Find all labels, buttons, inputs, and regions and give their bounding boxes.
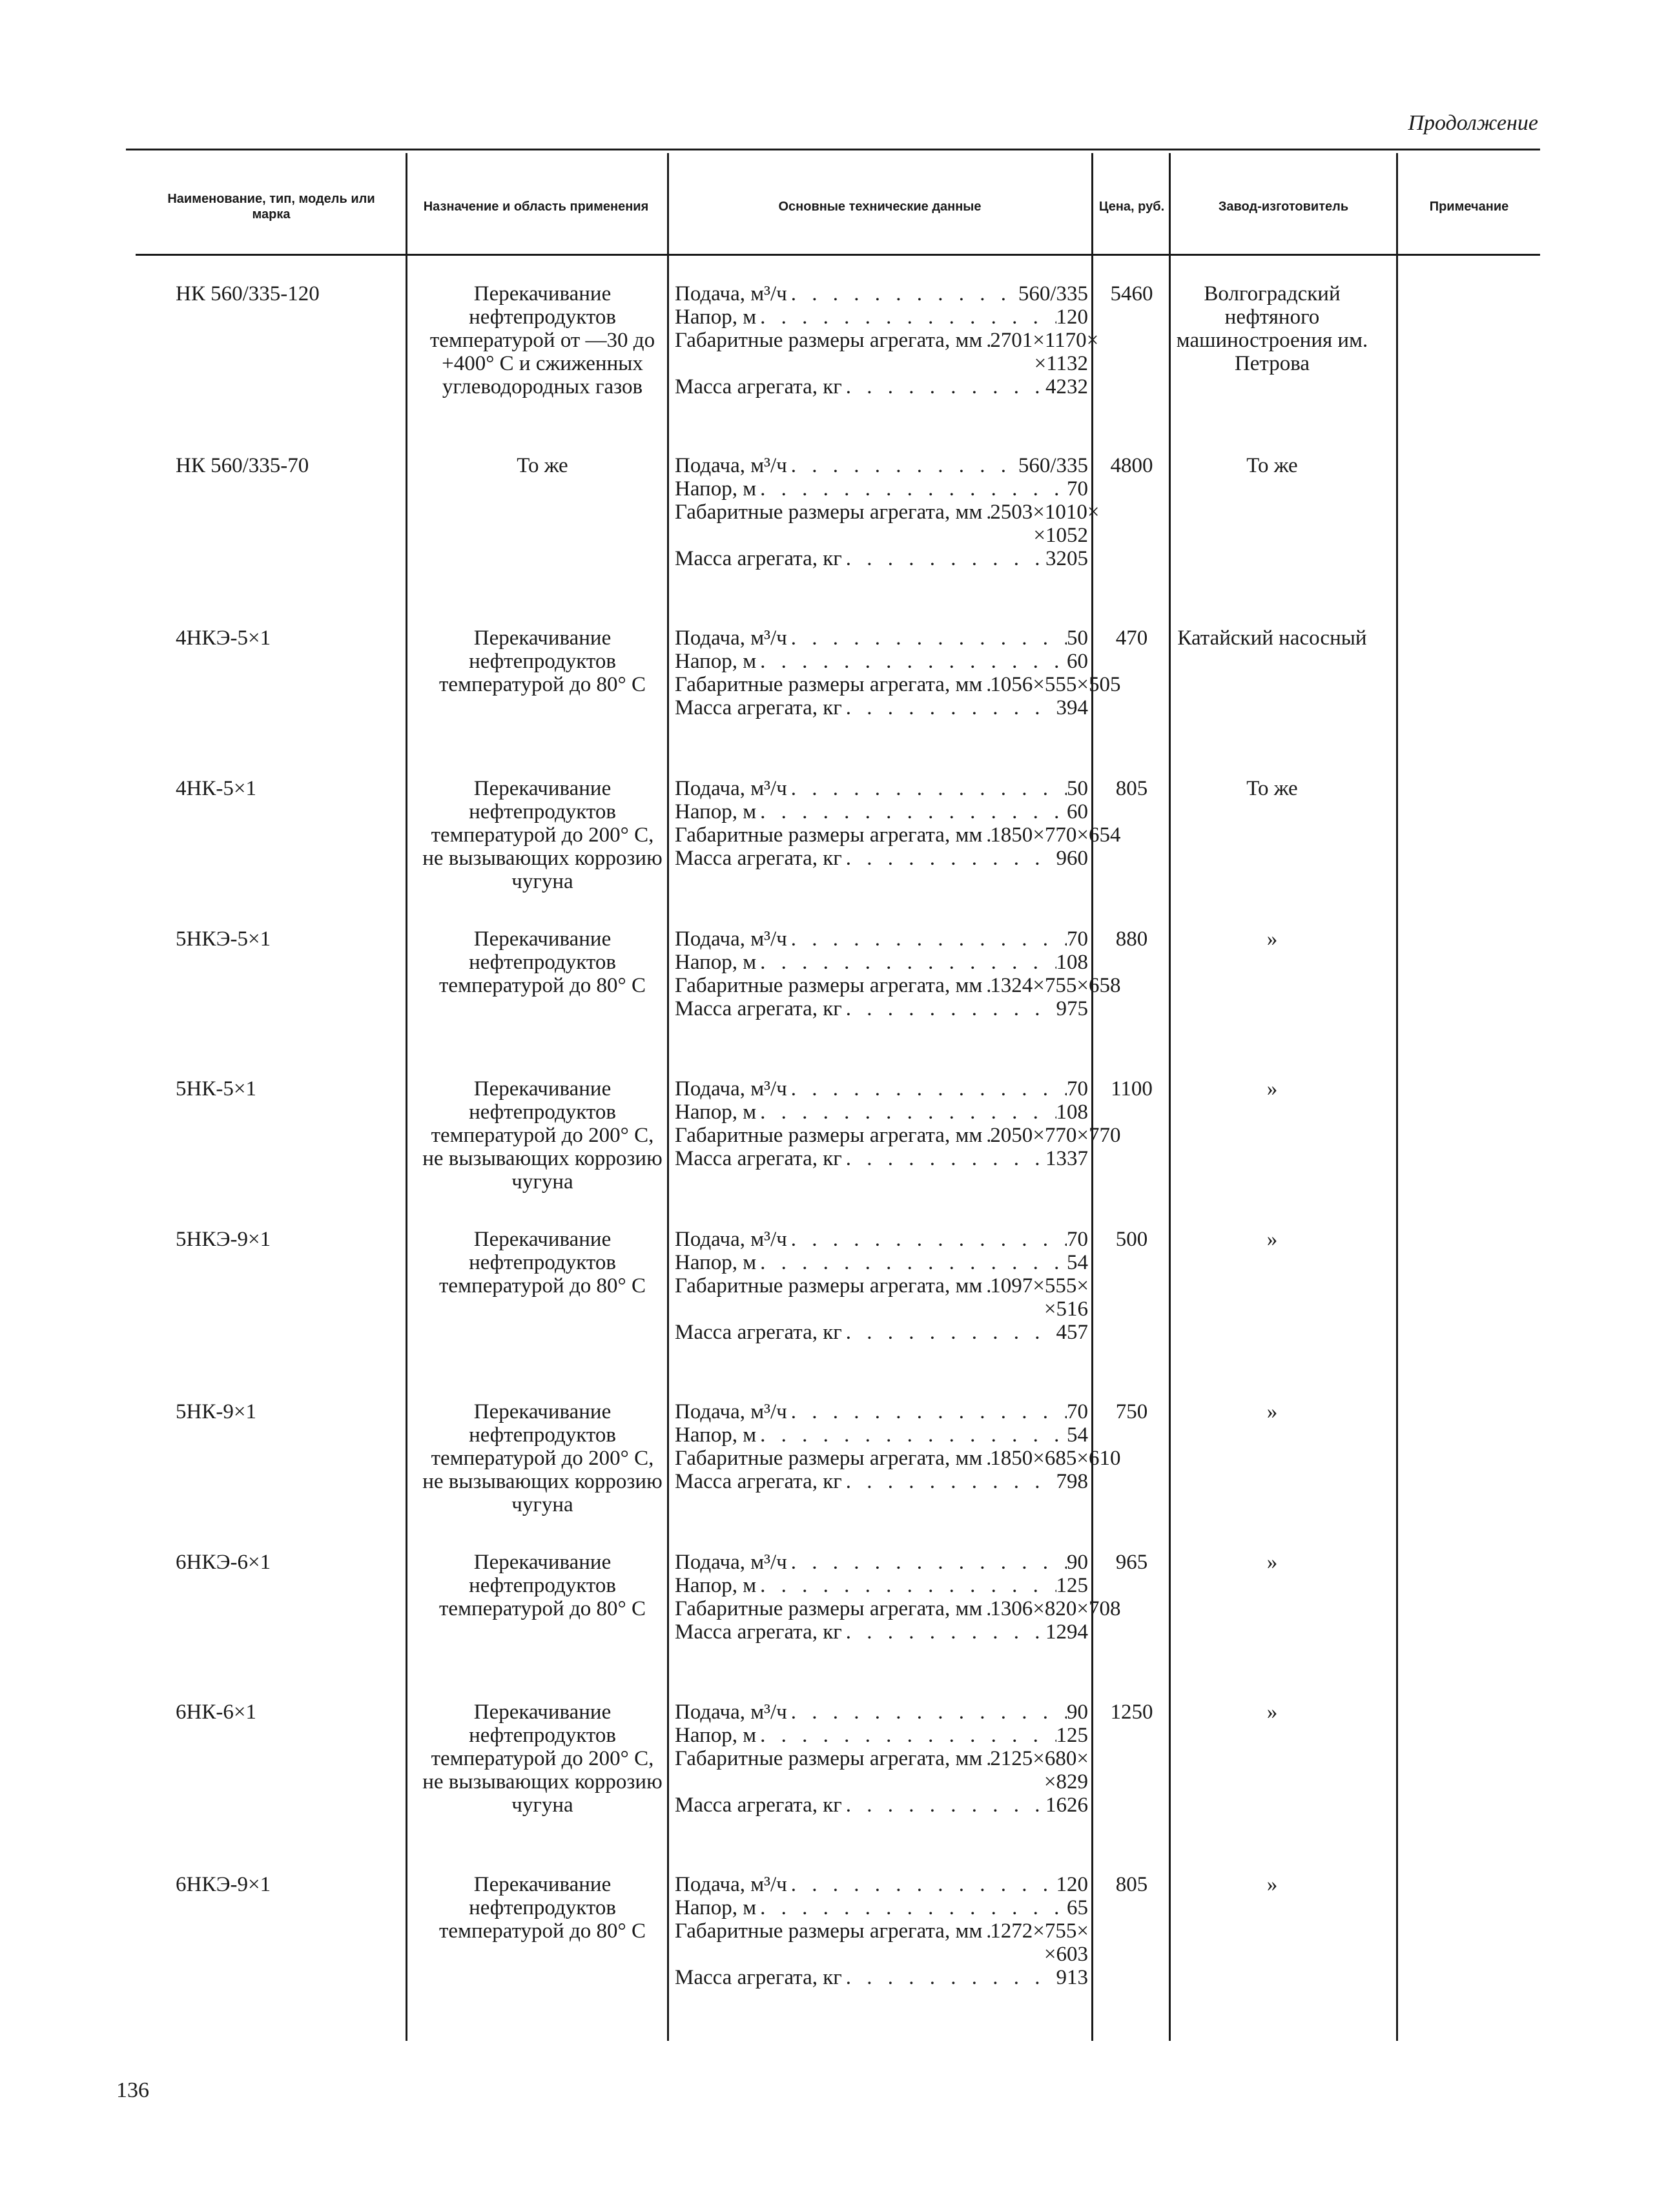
spec-value: 1097×555× <box>990 1274 1089 1297</box>
pump-specs <box>675 1551 1121 1644</box>
pump-purpose: Перекачивание нефтепродуктов температурой до 200° С, не вызывающих коррозию чугуна <box>422 777 663 893</box>
spec-line <box>675 673 1121 696</box>
spec-line <box>675 305 1088 329</box>
spec-value: 125 <box>1056 1724 1088 1747</box>
spec-value: 50 <box>1067 777 1088 800</box>
leader-dots <box>756 951 1056 974</box>
spec-value: 90 <box>1067 1700 1088 1724</box>
spec-value: 2050×770×770 <box>990 1124 1121 1147</box>
spec-value: 60 <box>1067 650 1088 673</box>
spec-line <box>675 1943 1088 1966</box>
spec-value: 1337 <box>1045 1147 1088 1170</box>
spec-value-continuation: ×829 <box>1044 1770 1088 1793</box>
pump-maker: » <box>1266 1551 1278 1574</box>
leader-dots <box>982 1919 990 1943</box>
spec-label: Масса агрегата, кг <box>675 997 842 1020</box>
leader-dots <box>982 974 990 997</box>
spec-label: Напор, м <box>675 305 757 329</box>
spec-label: Напор, м <box>675 951 757 974</box>
spec-value: 70 <box>1067 1400 1088 1423</box>
leader-dots <box>842 1147 1045 1170</box>
spec-value: 560/335 <box>1018 282 1088 305</box>
spec-label: Габаритные размеры агрегата, мм <box>675 823 983 847</box>
spec-value: 4232 <box>1045 375 1088 398</box>
leader-dots <box>756 1251 1067 1274</box>
spec-line <box>675 823 1121 847</box>
spec-value: 60 <box>1067 800 1088 823</box>
leader-dots <box>842 997 1056 1020</box>
pump-maker: » <box>1266 1228 1278 1251</box>
spec-value: 1294 <box>1045 1620 1088 1644</box>
spec-line <box>675 547 1088 570</box>
spec-line <box>675 454 1088 477</box>
spec-label: Габаритные размеры агрегата, мм <box>675 1274 983 1297</box>
spec-value: 2503×1010× <box>990 501 1100 524</box>
spec-value: 2125×680× <box>990 1747 1089 1770</box>
leader-dots <box>787 1700 1067 1724</box>
spec-line <box>675 477 1088 501</box>
pump-specs <box>675 626 1121 719</box>
leader-dots <box>756 305 1056 329</box>
leader-dots <box>982 1124 990 1147</box>
spec-value: 90 <box>1067 1551 1088 1574</box>
leader-dots <box>756 1574 1056 1597</box>
spec-label: Масса агрегата, кг <box>675 1321 842 1344</box>
pump-model: 5НКЭ-5×1 <box>176 927 271 951</box>
pump-specs <box>675 927 1121 1020</box>
spec-line <box>675 927 1088 951</box>
pump-model: 6НК-6×1 <box>176 1700 256 1724</box>
pump-model: 5НК-9×1 <box>176 1400 256 1423</box>
leader-dots <box>787 1873 1056 1896</box>
leader-dots <box>756 1423 1067 1447</box>
spec-line <box>675 1274 1088 1297</box>
leader-dots <box>842 696 1056 719</box>
spec-label: Подача, м³/ч <box>675 927 787 951</box>
pump-specs <box>675 1700 1088 1817</box>
spec-line <box>675 1919 1088 1943</box>
pump-purpose: Перекачивание нефтепродуктов температурой от —30 до +400° С и сжиженных углеводородных газов <box>429 282 655 398</box>
spec-line <box>675 1620 1088 1644</box>
spec-label: Подача, м³/ч <box>675 1700 787 1724</box>
spec-label: Напор, м <box>675 1896 757 1919</box>
pump-purpose: Перекачивание нефтепродуктов температурой до 80° С <box>439 1551 646 1620</box>
spec-label: Напор, м <box>675 477 757 501</box>
leader-dots <box>756 800 1067 823</box>
spec-line <box>675 1724 1088 1747</box>
spec-label: Габаритные размеры агрегата, мм <box>675 501 983 524</box>
spec-line <box>675 997 1088 1020</box>
pump-price: 965 <box>1115 1551 1148 1574</box>
spec-value: 1850×685×610 <box>990 1447 1121 1470</box>
spec-label: Подача, м³/ч <box>675 1551 787 1574</box>
spec-value: 70 <box>1067 1077 1088 1101</box>
pump-model: НК 560/335-70 <box>176 454 309 477</box>
spec-line <box>675 1077 1088 1101</box>
pump-maker: » <box>1266 927 1278 951</box>
leader-dots <box>982 823 990 847</box>
pump-price: 470 <box>1115 626 1148 650</box>
spec-line <box>675 847 1088 870</box>
spec-value: 1626 <box>1045 1793 1088 1817</box>
spec-label: Подача, м³/ч <box>675 1873 787 1896</box>
pump-purpose: Перекачивание нефтепродуктов температурой до 200° С, не вызывающих коррозию чугуна <box>422 1400 663 1516</box>
spec-label: Габаритные размеры агрегата, мм <box>675 1747 983 1770</box>
spec-line <box>675 1228 1088 1251</box>
spec-line <box>675 352 1088 375</box>
header-specs-col: Основные технические данные <box>778 200 982 214</box>
leader-dots <box>982 673 990 696</box>
pump-price: 1100 <box>1111 1077 1153 1101</box>
leader-dots <box>842 547 1045 570</box>
leader-dots <box>842 847 1056 870</box>
leader-dots <box>787 1551 1067 1574</box>
pump-purpose: Перекачивание нефтепродуктов температурой до 80° С <box>439 927 646 997</box>
leader-dots <box>787 1400 1067 1423</box>
spec-value: 70 <box>1067 1228 1088 1251</box>
leader-dots <box>756 1101 1056 1124</box>
spec-value: 975 <box>1056 997 1088 1020</box>
leader-dots <box>982 501 990 524</box>
spec-line <box>675 1966 1088 1989</box>
spec-value: 50 <box>1067 626 1088 650</box>
spec-label: Масса агрегата, кг <box>675 1793 842 1817</box>
spec-line <box>675 777 1088 800</box>
header-note-col: Примечание <box>1429 200 1509 214</box>
spec-line <box>675 1297 1088 1321</box>
leader-dots <box>787 1077 1067 1101</box>
spec-value: 913 <box>1056 1966 1088 1989</box>
spec-line <box>675 626 1088 650</box>
spec-label: Подача, м³/ч <box>675 626 787 650</box>
spec-value: 65 <box>1067 1896 1088 1919</box>
pump-purpose: Перекачивание нефтепродуктов температурой до 200° С, не вызывающих коррозию чугуна <box>422 1700 663 1817</box>
spec-line <box>675 650 1088 673</box>
spec-value: 1850×770×654 <box>990 823 1121 847</box>
spec-value-continuation: ×603 <box>1044 1943 1088 1966</box>
header-name-col: Наименование, тип, модель или марка <box>167 192 375 222</box>
spec-line <box>675 1793 1088 1817</box>
spec-line <box>675 1101 1088 1124</box>
spec-value: 70 <box>1067 477 1088 501</box>
spec-label: Подача, м³/ч <box>675 1400 787 1423</box>
pump-price: 805 <box>1115 777 1148 800</box>
pump-model: 4НКЭ-5×1 <box>176 626 271 650</box>
spec-line <box>675 524 1088 547</box>
spec-line <box>675 1124 1121 1147</box>
spec-line <box>675 1597 1121 1620</box>
leader-dots <box>982 1597 990 1620</box>
spec-line <box>675 1321 1088 1344</box>
spec-label: Напор, м <box>675 1724 757 1747</box>
spec-line <box>675 1747 1088 1770</box>
leader-dots <box>756 1724 1056 1747</box>
header-maker-col: Завод-изготовитель <box>1218 200 1349 214</box>
pump-maker: » <box>1266 1400 1278 1423</box>
spec-line <box>675 1423 1088 1447</box>
spec-label: Габаритные размеры агрегата, мм <box>675 329 983 352</box>
spec-value: 560/335 <box>1018 454 1088 477</box>
spec-line <box>675 1873 1088 1896</box>
spec-line <box>675 1896 1088 1919</box>
spec-value: 2701×1170× <box>990 329 1099 352</box>
spec-line <box>675 974 1121 997</box>
spec-line <box>675 1574 1088 1597</box>
spec-value: 798 <box>1056 1470 1088 1493</box>
spec-label: Напор, м <box>675 1101 757 1124</box>
spec-value: 120 <box>1056 1873 1088 1896</box>
spec-label: Масса агрегата, кг <box>675 1470 842 1493</box>
header-purpose-col: Назначение и область применения <box>423 200 649 214</box>
pump-purpose: Перекачивание нефтепродуктов температурой до 80° С <box>439 626 646 696</box>
pump-specs <box>675 1228 1088 1344</box>
spec-label: Подача, м³/ч <box>675 282 787 305</box>
spec-value: 1306×820×708 <box>990 1597 1121 1620</box>
spec-label: Габаритные размеры агрегата, мм <box>675 1124 983 1147</box>
spec-value: 70 <box>1067 927 1088 951</box>
leader-dots <box>787 454 1018 477</box>
leader-dots <box>842 1321 1056 1344</box>
spec-value: 3205 <box>1045 547 1088 570</box>
spec-label: Габаритные размеры агрегата, мм <box>675 974 983 997</box>
leader-dots <box>982 1447 990 1470</box>
spec-line <box>675 951 1088 974</box>
pump-model: НК 560/335-120 <box>176 282 320 305</box>
spec-value: 457 <box>1056 1321 1088 1344</box>
pump-maker: То же <box>1246 454 1298 477</box>
spec-line <box>675 1400 1088 1423</box>
pump-maker: Катайский насосный <box>1177 626 1367 650</box>
continuation-label: Продолжение <box>1408 111 1538 135</box>
pump-price: 750 <box>1115 1400 1148 1423</box>
pump-specs <box>675 777 1121 870</box>
spec-label: Масса агрегата, кг <box>675 1147 842 1170</box>
pump-price: 805 <box>1115 1873 1148 1896</box>
spec-value-continuation: ×1052 <box>1033 524 1088 547</box>
leader-dots <box>787 777 1067 800</box>
spec-line <box>675 501 1100 524</box>
spec-label: Подача, м³/ч <box>675 1228 787 1251</box>
spec-label: Масса агрегата, кг <box>675 375 842 398</box>
pump-maker: » <box>1266 1873 1278 1896</box>
spec-line <box>675 1700 1088 1724</box>
leader-dots <box>842 1470 1056 1493</box>
spec-value: 108 <box>1056 951 1088 974</box>
spec-line <box>675 800 1088 823</box>
spec-label: Напор, м <box>675 1574 757 1597</box>
spec-value: 108 <box>1056 1101 1088 1124</box>
spec-line <box>675 696 1088 719</box>
pump-purpose: То же <box>517 454 568 477</box>
spec-value: 120 <box>1056 305 1088 329</box>
spec-value: 1056×555×505 <box>990 673 1121 696</box>
leader-dots <box>842 375 1045 398</box>
pump-model: 5НК-5×1 <box>176 1077 256 1101</box>
spec-value-continuation: ×1132 <box>1034 352 1088 375</box>
spec-label: Подача, м³/ч <box>675 777 787 800</box>
page-number: 136 <box>116 2078 149 2102</box>
spec-label: Напор, м <box>675 1423 757 1447</box>
leader-dots <box>842 1620 1045 1644</box>
pump-maker: То же <box>1246 777 1298 800</box>
spec-label: Подача, м³/ч <box>675 1077 787 1101</box>
pump-specs <box>675 1077 1121 1170</box>
leader-dots <box>982 1747 990 1770</box>
pump-specs <box>675 282 1099 398</box>
pump-price: 1250 <box>1110 1700 1153 1724</box>
pump-specs <box>675 1873 1088 1989</box>
leader-dots <box>787 927 1067 951</box>
pump-maker: » <box>1266 1700 1278 1724</box>
spec-value: 960 <box>1056 847 1088 870</box>
pump-specs <box>675 454 1100 570</box>
spec-label: Напор, м <box>675 1251 757 1274</box>
leader-dots <box>756 650 1067 673</box>
spec-value: 125 <box>1056 1574 1088 1597</box>
pump-price: 880 <box>1115 927 1148 951</box>
spec-label: Масса агрегата, кг <box>675 547 842 570</box>
spec-label: Габаритные размеры агрегата, мм <box>675 1597 983 1620</box>
spec-value: 54 <box>1067 1251 1088 1274</box>
pump-model: 5НКЭ-9×1 <box>176 1228 271 1251</box>
spec-label: Подача, м³/ч <box>675 454 787 477</box>
spec-label: Габаритные размеры агрегата, мм <box>675 1447 983 1470</box>
leader-dots <box>787 282 1018 305</box>
leader-dots <box>842 1966 1056 1989</box>
pump-price: 500 <box>1115 1228 1148 1251</box>
spec-label: Габаритные размеры агрегата, мм <box>675 1919 983 1943</box>
pump-maker: Волгоградский нефтяного машиностроения им. Петрова <box>1176 282 1368 375</box>
pump-specs <box>675 1400 1121 1493</box>
leader-dots <box>787 1228 1067 1251</box>
spec-line <box>675 282 1088 305</box>
spec-line <box>675 1251 1088 1274</box>
spec-label: Напор, м <box>675 800 757 823</box>
spec-value: 394 <box>1056 696 1088 719</box>
spec-line <box>675 1770 1088 1793</box>
pump-model: 6НКЭ-9×1 <box>176 1873 271 1896</box>
spec-line <box>675 1447 1121 1470</box>
spec-value: 54 <box>1067 1423 1088 1447</box>
spec-value-continuation: ×516 <box>1044 1297 1088 1321</box>
spec-label: Масса агрегата, кг <box>675 1620 842 1644</box>
spec-label: Габаритные размеры агрегата, мм <box>675 673 983 696</box>
spec-value: 1272×755× <box>990 1919 1089 1943</box>
spec-label: Масса агрегата, кг <box>675 1966 842 1989</box>
leader-dots <box>982 329 990 352</box>
spec-value: 1324×755×658 <box>990 974 1121 997</box>
spec-line <box>675 1551 1088 1574</box>
spec-label: Масса агрегата, кг <box>675 696 842 719</box>
leader-dots <box>982 1274 990 1297</box>
pump-price: 4800 <box>1110 454 1153 477</box>
leader-dots <box>756 477 1067 501</box>
pump-price: 5460 <box>1110 282 1153 305</box>
leader-dots <box>787 626 1067 650</box>
pump-model: 4НК-5×1 <box>176 777 256 800</box>
spec-line <box>675 1147 1088 1170</box>
leader-dots <box>842 1793 1045 1817</box>
header-price-col: Цена, руб. <box>1098 200 1165 214</box>
spec-line <box>675 329 1099 352</box>
pump-purpose: Перекачивание нефтепродуктов температурой до 80° С <box>439 1228 646 1297</box>
leader-dots <box>756 1896 1067 1919</box>
pump-model: 6НКЭ-6×1 <box>176 1551 271 1574</box>
pump-purpose: Перекачивание нефтепродуктов температурой до 80° С <box>439 1873 646 1943</box>
spec-line <box>675 1470 1088 1493</box>
spec-label: Масса агрегата, кг <box>675 847 842 870</box>
pump-maker: » <box>1266 1077 1278 1101</box>
spec-label: Напор, м <box>675 650 757 673</box>
spec-line <box>675 375 1088 398</box>
pump-purpose: Перекачивание нефтепродуктов температурой до 200° С, не вызывающих коррозию чугуна <box>422 1077 663 1194</box>
